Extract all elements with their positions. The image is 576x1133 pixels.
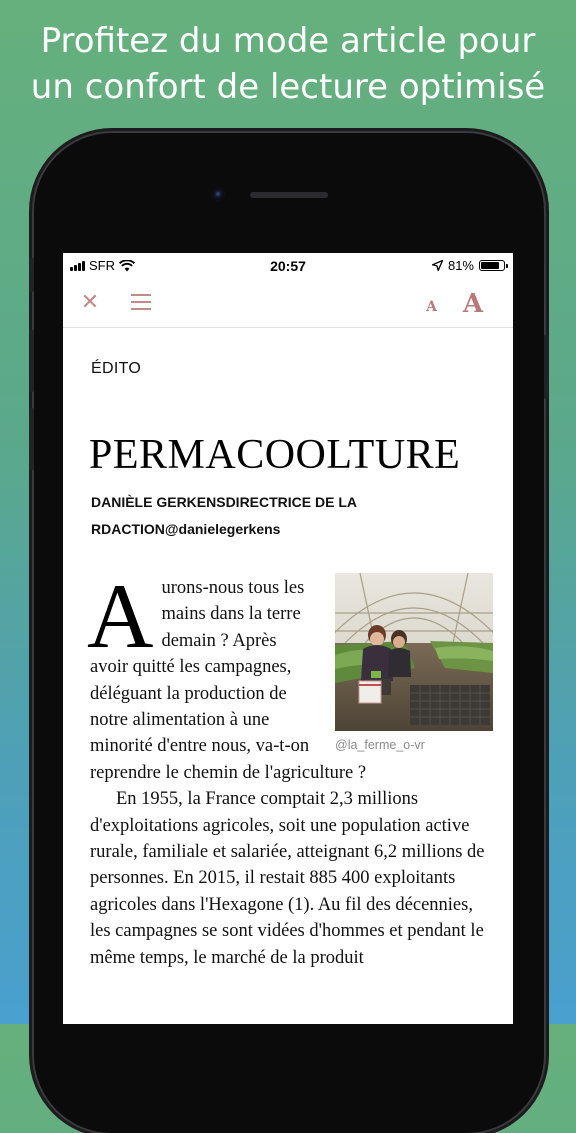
hamburger-menu-icon[interactable] — [131, 294, 151, 310]
volume-up-button — [29, 330, 34, 392]
photo-caption: @la_ferme_o-vr — [335, 738, 425, 752]
increase-font-size-button[interactable]: A — [462, 289, 483, 319]
article-byline — [91, 489, 491, 543]
volume-down-button — [29, 408, 34, 470]
status-bar — [63, 253, 513, 279]
article-title: PERMACOOLTURE — [89, 432, 461, 478]
byline-line-2: RDACTION@danielegerkens — [91, 521, 281, 537]
battery-fill — [481, 262, 499, 269]
paragraph-1-text: urons-nous tous les mains dans la terre demain ? Après avoir quitté les campagnes, déléguant la production de notre alimentation à une minorité d'entre nous, va-t-on reprendre le chemin de l'agriculture ? — [90, 578, 367, 783]
power-button — [544, 335, 549, 399]
byline-line-1: DANIÈLE GERKENSDIRECTRICE DE LA — [91, 494, 358, 510]
carrier-name: SFR — [89, 258, 115, 273]
reader-toolbar — [63, 279, 513, 328]
decrease-font-size-button[interactable]: A — [426, 299, 437, 315]
article-photo[interactable] — [335, 573, 493, 731]
mute-switch — [29, 258, 34, 292]
article-body — [87, 565, 486, 971]
drop-cap: A — [87, 565, 154, 667]
paragraph-2: En 1955, la France comptait 2,3 millions d'exploitations agricoles, soit une population active rurale, familiale et salariée, atteignant 6,2 millions de personnes. En 2015, il restait 885 400 exploitants agricoles dans l'Hexagone (1). Au fil des décennies, les campagnes se sont vidées d'hommes et pendant le même temps, le marché de la produit — [90, 789, 485, 968]
location-arrow-icon — [432, 260, 443, 271]
earpiece-speaker — [250, 192, 328, 198]
clock: 20:57 — [270, 258, 306, 274]
article-section-label: ÉDITO — [91, 360, 142, 377]
battery-percentage: 81% — [447, 258, 474, 273]
article-figure — [335, 573, 493, 753]
promo-headline — [0, 18, 576, 110]
front-camera — [211, 187, 225, 201]
promo-line-1: Profitez du mode article pour — [40, 21, 536, 61]
close-icon[interactable]: ✕ — [80, 289, 100, 314]
promo-line-2: un confort de lecture optimisé — [30, 67, 546, 107]
phone-screen — [63, 253, 513, 1024]
battery-icon — [479, 260, 505, 271]
